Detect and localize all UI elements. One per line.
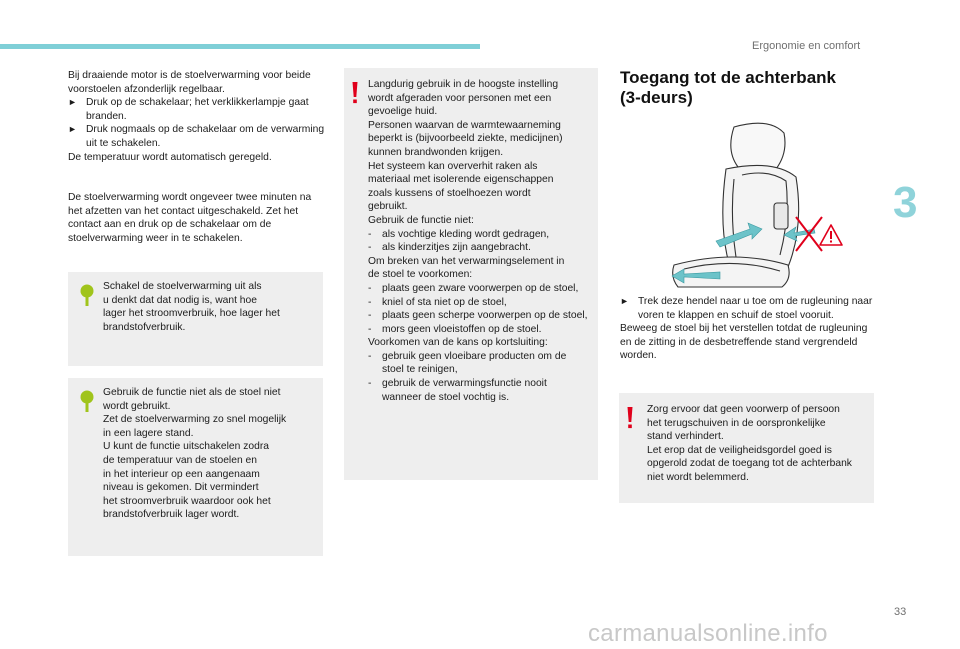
warning-exclamation-icon: [352, 82, 358, 104]
heated-seat-intro: [68, 69, 326, 164]
seat-illustration: [664, 117, 854, 289]
header-accent-bar: [0, 44, 480, 49]
tip-line: het stroomverbruik waardoor ook het: [103, 495, 271, 507]
tip-line: U kunt de functie uitschakelen zodra: [103, 441, 269, 453]
arrow-bullet-icon: ►: [68, 97, 77, 108]
rear-access-instructions: [620, 295, 878, 363]
warning-line: Zorg ervoor dat geen voorwerp of persoon: [647, 404, 840, 415]
dash-list-item: - gebruik geen vloeibare producten om de stoel te reinigen,: [368, 350, 567, 376]
seat-headrest: [731, 123, 785, 169]
tip-line: in een lagere stand.: [103, 427, 194, 439]
release-lever: [774, 203, 788, 229]
warning-line: wordt afgeraden voor personen met een: [368, 92, 552, 104]
dash-list-item: - gebruik de verwarmingsfunctie nooit wanneer de stoel vochtig is.: [368, 378, 547, 403]
eco-tip-icon: [80, 390, 94, 412]
tip-box: [68, 378, 323, 556]
tip-line: wordt gebruikt.: [103, 400, 171, 412]
tip-line: niveau is gekomen. Dit vermindert: [103, 482, 259, 494]
tip-line: u denkt dat dat nodig is, want hoe: [103, 294, 257, 306]
tip-line: de temperatuur van de stoelen en: [103, 454, 257, 466]
auto-off-paragraph: De stoelverwarming wordt ongeveer twee minuten na het afzetten van het contact uitgeschakeld. Zet het contact aan en druk op de schakelaar om de stoelverwarming weer in te schakelen.: [68, 192, 312, 244]
tip-line: in het interieur op een aangenaam: [103, 468, 260, 480]
warning-line: Het systeem kan oververhit raken als: [368, 160, 538, 172]
section-heading: [620, 68, 890, 108]
warning-line: de stoel te voorkomen:: [368, 269, 473, 281]
chapter-number: 3: [893, 178, 918, 227]
arrow-bullet-icon: ►: [620, 296, 629, 306]
warning-box: [344, 68, 598, 480]
dash-list-item: - mors geen vloeistoffen op de stoel.: [368, 323, 542, 335]
warning-line: materiaal met isolerende eigenschappen: [368, 174, 554, 186]
tip-line: lager het stroomverbruik, hoe lager het: [103, 308, 280, 320]
dash-list-item: - als vochtige kleding wordt gedragen,: [368, 228, 550, 240]
warning-line: gevoelige huid.: [368, 106, 438, 118]
bullet-item: ► Druk nogmaals op de schakelaar om de verwarming uit te schakelen.: [68, 124, 325, 149]
header-section-title: Ergonomie en comfort: [752, 40, 861, 52]
arrow-bullet-icon: ►: [68, 124, 77, 135]
warning-line: Voorkomen van de kans op kortsluiting:: [368, 337, 548, 349]
warning-exclamation-icon: [627, 407, 633, 429]
warning-line: Let erop dat de veiligheidsgordel goed is: [647, 444, 832, 456]
dash-list-item: - plaats geen zware voorwerpen op de stoel,: [368, 282, 579, 294]
warning-line: kunnen brandwonden krijgen.: [368, 146, 504, 158]
dash-list-item: - plaats geen scherpe voorwerpen op de stoel,: [368, 310, 588, 322]
watermark-text: carmanualsonline.info: [588, 620, 828, 647]
warning-line: Langdurig gebruik in de hoogste instelling: [368, 79, 559, 90]
warning-line: opgerold zodat de toegang tot de achterbank: [647, 458, 852, 470]
closing-text: De temperatuur wordt automatisch geregeld.: [68, 151, 272, 163]
warning-line: zoals kussens of stoelhoezen wordt: [368, 187, 531, 199]
intro-text: Bij draaiende motor is de stoelverwarming voor beide voorstoelen afzonderlijk regelbaar.: [68, 70, 311, 95]
warning-line: beperkt is (bijvoorbeeld ziekte, medicijnen): [368, 133, 563, 145]
tip-line: brandstofverbruik.: [103, 321, 186, 333]
bullet-item: ► Trek deze hendel naar u toe om de rugleuning naar voren te klappen en schuif de stoel vooruit.: [620, 296, 873, 321]
warning-line: Gebruik de functie niet:: [368, 214, 474, 226]
dash-list-item: - kniel of sta niet op de stoel,: [368, 296, 507, 308]
seat-cushion: [673, 257, 789, 287]
bullet-item: ► Druk op de schakelaar; het verklikkerlampje gaat branden.: [68, 97, 309, 122]
warning-triangle-icon: [820, 225, 842, 245]
warning-line: het terugschuiven in de oorspronkelijke: [647, 417, 826, 429]
tip-line: Schakel de stoelverwarming uit als: [103, 281, 262, 292]
instruction-text: Beweeg de stoel bij het verstellen totdat de rugleuning en de zitting in de desbetreffende stand vergrendeld worden.: [620, 323, 868, 362]
page-number: 33: [894, 606, 907, 618]
tip-line: brandstofverbruik lager wordt.: [103, 509, 240, 521]
tip-line: Zet de stoelverwarming zo snel mogelijk: [103, 414, 287, 426]
tip-box: [68, 272, 323, 366]
warning-line: niet wordt belemmerd.: [647, 471, 749, 483]
eco-tip-icon: [80, 284, 94, 306]
warning-line: gebruikt.: [368, 201, 408, 213]
warning-box: [619, 393, 874, 503]
section-heading-line: Toegang tot de achterbank: [620, 68, 836, 87]
warning-line: stand verhindert.: [647, 431, 724, 443]
section-heading-line: (3-deurs): [620, 88, 693, 107]
warning-line: Personen waarvan de warmtewaarneming: [368, 119, 561, 131]
dash-list-item: - als kinderzitjes zijn aangebracht.: [368, 242, 531, 254]
warning-line: Om breken van het verwarmingselement in: [368, 255, 565, 267]
tip-line: Gebruik de functie niet als de stoel niet: [103, 387, 281, 398]
